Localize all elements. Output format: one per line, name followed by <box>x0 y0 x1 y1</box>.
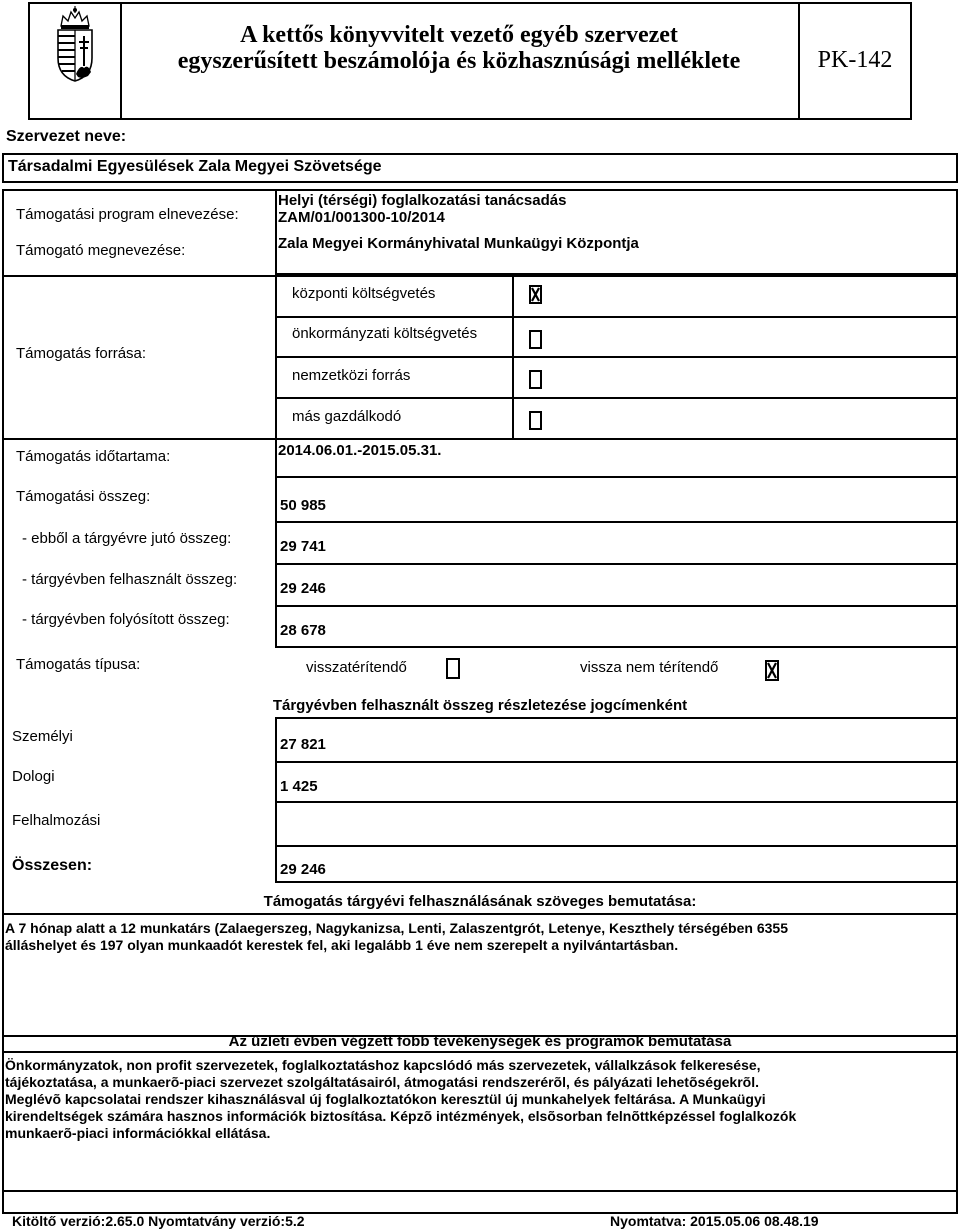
duration-value: 2014.06.01.-2015.05.31. <box>278 442 442 459</box>
program-value-line1: Helyi (térségi) foglalkozatási tanácsadás <box>278 192 567 209</box>
usage-heading: Támogatás tárgyévi felhasználásának szöveges bemutatása: <box>263 893 697 910</box>
breakdown-divider-2 <box>275 801 958 803</box>
supporter-value: Zala Megyei Kormányhivatal Munkaügyi Központja <box>278 235 639 252</box>
footer-print-date: Nyomtatva: 2015.05.06 08.48.19 <box>610 1213 819 1229</box>
organization-name: Társadalmi Egyesülések Zala Megyei Szövetsége <box>8 158 382 175</box>
program-value-line2: ZAM/01/001300-10/2014 <box>278 209 445 226</box>
source-option-central-budget: központi költségvetés <box>292 285 436 302</box>
amount-value-total: 50 985 <box>280 497 326 514</box>
amount-label-disbursed: - tárgyévben folyósított összeg: <box>22 611 230 628</box>
activities-heading: Az üzleti évben végzett főbb tevékenységek és programok bemutatása <box>228 1033 732 1050</box>
activities-text-line1: Önkormányzatok, non profit szervezetek, foglalkoztatáshoz kapcslódó más szervezetek, vállalkzások felkeresése, <box>5 1057 761 1073</box>
amount-label-current-year: - ebből a tárgyévre jutó összeg: <box>22 530 232 547</box>
program-label: Támogatási program elnevezése: <box>16 206 239 223</box>
breakdown-divider-3 <box>275 845 958 847</box>
form-title-line2: egyszerűsített beszámolója és közhasznúsági melléklete <box>177 48 741 74</box>
checkbox-central-budget[interactable] <box>529 285 542 304</box>
activities-text-line3: Meglévõ kapcsolatai rendszer kihasználásval új foglalkoztatókon keresztül új munkahelyek feltárása. A Munkaügyi <box>5 1091 766 1107</box>
breakdown-label-capital: Felhalmozási <box>12 812 101 829</box>
usage-text-line2: álláshelyet és 197 olyan munkaadót kerestek fel, aki legalább 1 éve nem szerepelt a nyilvántartásban. <box>5 937 679 953</box>
type-refundable-label: visszatérítendő <box>306 659 407 676</box>
checkbox-nonrefundable[interactable] <box>765 660 779 681</box>
amount-label-used: - tárgyévben felhasznált összeg: <box>22 571 238 588</box>
source-row-divider-2 <box>275 356 958 358</box>
source-option-other-business: más gazdálkodó <box>292 408 402 425</box>
checkbox-other-business[interactable] <box>529 411 542 430</box>
activities-text-line4: kirendeltségek számára hasznos információk biztosítása. Képzõ intézmények, elsõsorban felnõttképzéssel foglalkozók <box>5 1108 797 1124</box>
form-code: PK-142 <box>817 47 893 73</box>
amount-value-current-year: 29 741 <box>280 538 326 555</box>
duration-divider <box>275 438 277 476</box>
supporter-label: Támogató megnevezése: <box>16 242 186 259</box>
amount-divider-1 <box>275 521 958 523</box>
type-label: Támogatás típusa: <box>16 656 141 673</box>
amount-label-total: Támogatási összeg: <box>16 488 151 505</box>
breakdown-heading: Tárgyévben felhasznált összeg részletezése jogcímenként <box>272 697 688 714</box>
divider-after-supporter <box>2 275 958 277</box>
amount-value-disbursed: 28 678 <box>280 622 326 639</box>
duration-label: Támogatás időtartama: <box>16 448 171 465</box>
breakdown-value-material: 1 425 <box>280 778 318 795</box>
type-nonrefundable-label: vissza nem térítendő <box>580 659 719 676</box>
source-row-divider-3 <box>275 397 958 399</box>
breakdown-label-personal: Személyi <box>12 728 73 745</box>
amount-divider-3 <box>275 605 958 607</box>
breakdown-value-personal: 27 821 <box>280 736 326 753</box>
x-mark-icon <box>767 662 777 679</box>
footer-version: Kitöltő verzió:2.65.0 Nyomtatvány verzió:5.2 <box>12 1213 305 1229</box>
source-option-international: nemzetközi forrás <box>292 367 411 384</box>
breakdown-total-value: 29 246 <box>280 861 326 878</box>
checkbox-municipal-budget[interactable] <box>529 330 542 349</box>
breakdown-value-box <box>275 717 958 883</box>
amount-divider-2 <box>275 563 958 565</box>
breakdown-divider-1 <box>275 761 958 763</box>
source-row-divider-1 <box>275 316 958 318</box>
amount-value-used: 29 246 <box>280 580 326 597</box>
coat-of-arms-icon <box>52 6 98 82</box>
usage-text-line1: A 7 hónap alatt a 12 munkatárs (Zalaegerszeg, Nagykanizsa, Lenti, Zalaszentgrót, Letenye, Keszthely térségében 6355 <box>5 920 788 936</box>
breakdown-label-material: Dologi <box>12 768 55 785</box>
source-label: Támogatás forrása: <box>16 345 147 362</box>
source-option-municipal-budget: önkormányzati költségvetés <box>292 325 478 342</box>
form-title-line1: A kettős könyvvitelt vezető egyéb szervezet <box>240 22 678 48</box>
activities-text-line2: tájékoztatása, a munkaerõ-piaci szervezet szolgáltatásairól, átmogatási rendszerérõl, és pályázati lehetõségekrõl. <box>5 1074 759 1090</box>
checkbox-international[interactable] <box>529 370 542 389</box>
breakdown-total-label: Összesen: <box>12 857 93 874</box>
activities-text-line5: munkaerõ-piaci információkkal ellátása. <box>5 1125 271 1141</box>
divider-after-source <box>2 438 958 440</box>
amounts-value-box <box>275 476 958 648</box>
organization-label: Szervezet neve: <box>6 128 127 145</box>
checkbox-refundable[interactable] <box>446 658 460 679</box>
x-mark-icon <box>531 287 540 302</box>
